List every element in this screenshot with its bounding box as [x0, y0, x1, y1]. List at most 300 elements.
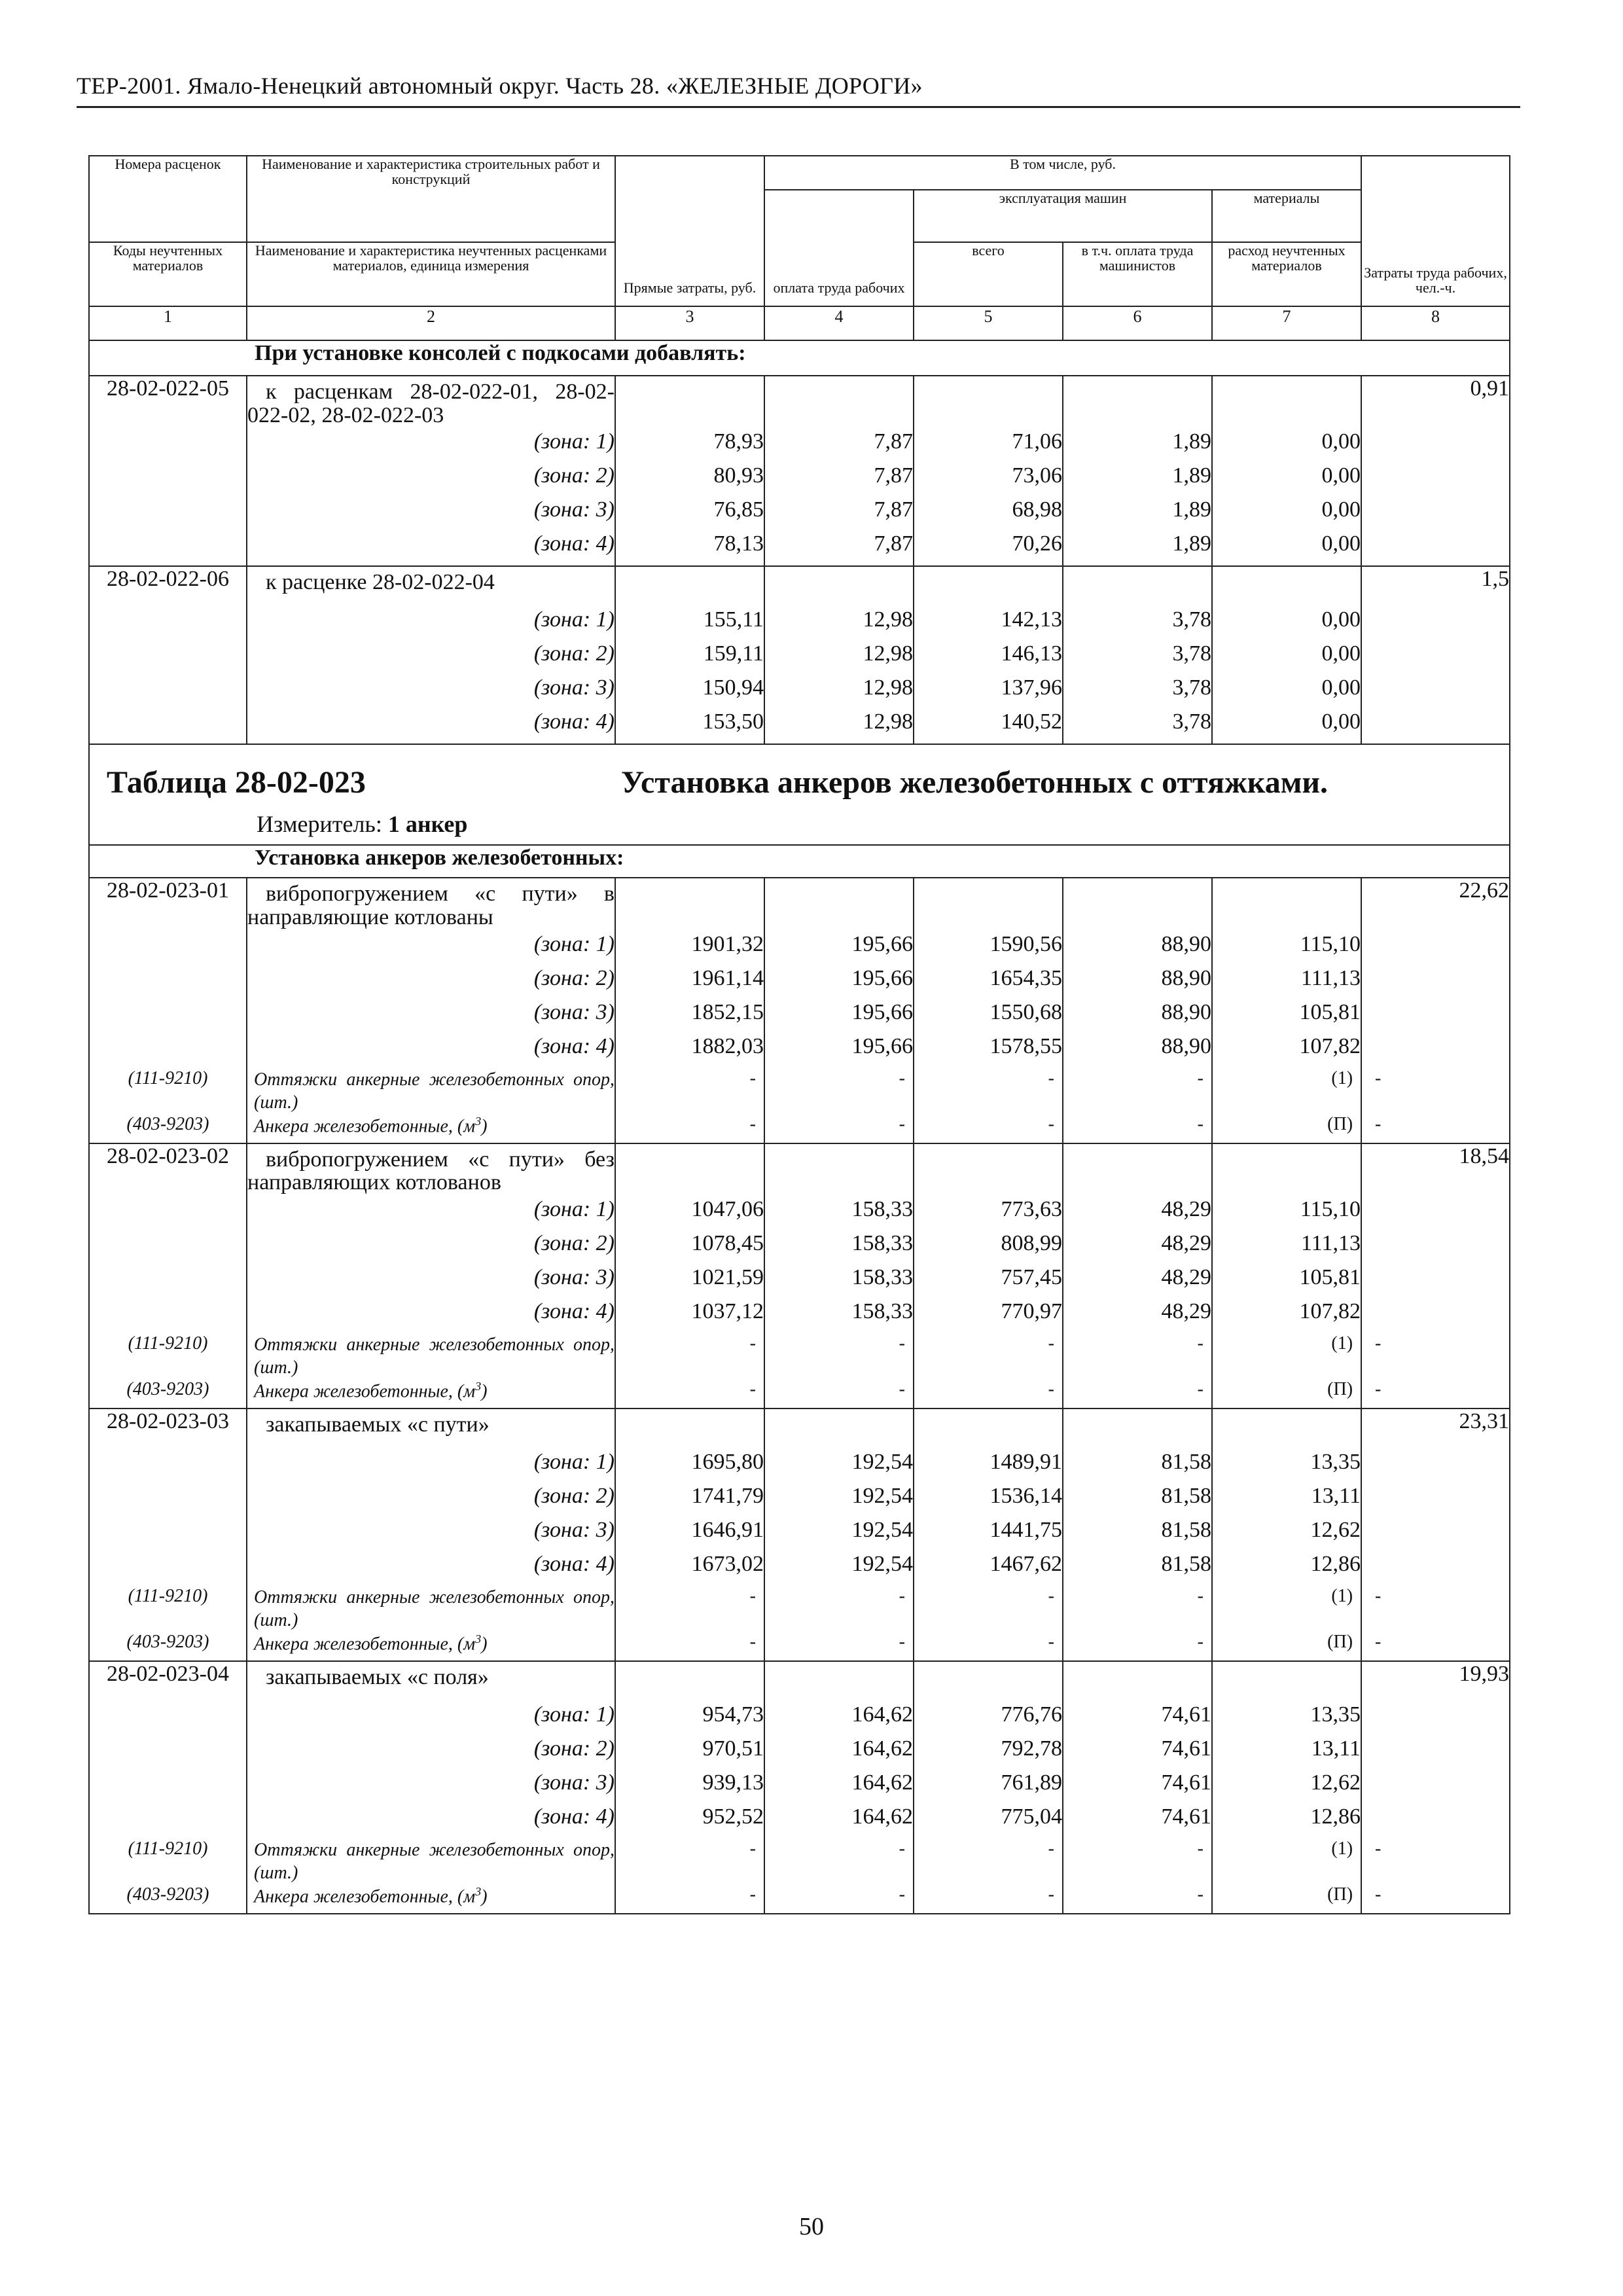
material-quantity: (1) — [1212, 1068, 1361, 1114]
material-row — [89, 1379, 1510, 1408]
material-dash: - — [1063, 1586, 1212, 1632]
zone-label: (зона: 1) — [247, 429, 615, 463]
empty-cell — [1361, 932, 1510, 966]
empty-cell — [89, 497, 247, 531]
empty-cell — [764, 1408, 914, 1450]
zone-value: 0,00 — [1212, 463, 1361, 497]
material-row — [89, 1114, 1510, 1143]
zone-row — [89, 675, 1510, 709]
zone-label: (зона: 2) — [247, 463, 615, 497]
col-num-8: 8 — [1361, 306, 1510, 340]
empty-cell — [1063, 1143, 1212, 1197]
zone-value: 7,87 — [764, 429, 914, 463]
labor-cost: 23,31 — [1361, 1408, 1510, 1450]
zone-value: 7,87 — [764, 531, 914, 566]
material-dash: - — [914, 1839, 1063, 1884]
empty-cell — [914, 566, 1063, 607]
zone-value: 12,86 — [1212, 1804, 1361, 1839]
empty-cell — [1361, 531, 1510, 566]
zone-value: 164,62 — [764, 1702, 914, 1736]
rate-code: 28-02-023-02 — [89, 1143, 247, 1197]
empty-cell — [615, 376, 764, 429]
zone-label: (зона: 3) — [247, 1265, 615, 1299]
rate-code: 28-02-023-03 — [89, 1408, 247, 1450]
empty-cell — [89, 1265, 247, 1299]
zone-value: 74,61 — [1063, 1702, 1212, 1736]
empty-cell — [1361, 429, 1510, 463]
zone-row — [89, 463, 1510, 497]
col7-header: расход неучтенных материалов — [1212, 242, 1361, 306]
table-title-block — [90, 745, 1509, 844]
zone-value: 111,13 — [1212, 1231, 1361, 1265]
empty-cell — [89, 1231, 247, 1265]
zone-value: 78,13 — [615, 531, 764, 566]
empty-cell — [914, 878, 1063, 931]
rates-table-wrap — [88, 155, 1509, 1914]
material-dash: - — [615, 1632, 764, 1661]
zone-row — [89, 1770, 1510, 1804]
zone-value: 1550,68 — [914, 1000, 1063, 1034]
material-dash: - — [764, 1068, 914, 1114]
zone-value: 3,78 — [1063, 607, 1212, 641]
zone-value: 70,26 — [914, 531, 1063, 566]
empty-cell — [89, 1197, 247, 1231]
zone-value: 0,00 — [1212, 641, 1361, 675]
labor-cost: 0,91 — [1361, 376, 1510, 429]
zone-value: 74,61 — [1063, 1770, 1212, 1804]
zone-value: 776,76 — [914, 1702, 1063, 1736]
empty-cell — [764, 878, 914, 931]
zone-value: 164,62 — [764, 1804, 914, 1839]
col-num-6: 6 — [1063, 306, 1212, 340]
rate-row — [89, 566, 1510, 607]
zone-label: (зона: 3) — [247, 1770, 615, 1804]
material-dash: - — [914, 1586, 1063, 1632]
col3-header: Прямые затраты, руб. — [615, 156, 764, 306]
material-dash: - — [615, 1586, 764, 1632]
zone-value: 115,10 — [1212, 932, 1361, 966]
material-name — [247, 1632, 615, 1661]
empty-cell — [89, 709, 247, 744]
material-quantity: (1) — [1212, 1586, 1361, 1632]
empty-cell — [1361, 1804, 1510, 1839]
rate-description: вибропогружением «с пути» в направляющие котлованы — [247, 878, 615, 931]
table-title-row — [89, 744, 1510, 845]
empty-cell — [89, 1702, 247, 1736]
material-dash: - — [1361, 1379, 1510, 1408]
zone-label: (зона: 4) — [247, 1804, 615, 1839]
zone-value: 0,00 — [1212, 607, 1361, 641]
material-quantity: (П) — [1212, 1632, 1361, 1661]
material-dash: - — [615, 1839, 764, 1884]
zone-row — [89, 709, 1510, 744]
empty-cell — [615, 1661, 764, 1702]
material-quantity: (1) — [1212, 1839, 1361, 1884]
empty-cell — [1212, 376, 1361, 429]
zone-value: 195,66 — [764, 1000, 914, 1034]
material-dash: - — [1361, 1839, 1510, 1884]
measure-value: 1 анкер — [387, 811, 468, 838]
zone-value: 80,93 — [615, 463, 764, 497]
material-dash: - — [1361, 1586, 1510, 1632]
col-num-7: 7 — [1212, 306, 1361, 340]
zone-value: 808,99 — [914, 1231, 1063, 1265]
empty-cell — [1361, 1265, 1510, 1299]
zone-value: 1078,45 — [615, 1231, 764, 1265]
material-dash: - — [1361, 1114, 1510, 1143]
zone-label: (зона: 3) — [247, 675, 615, 709]
zone-row — [89, 1552, 1510, 1586]
section-2-title: Установка анкеров железобетонных: — [255, 846, 624, 870]
col4-header: оплата труда рабочих — [764, 190, 914, 306]
empty-cell — [1361, 1736, 1510, 1770]
zone-value: 1536,14 — [914, 1484, 1063, 1518]
col-num-4: 4 — [764, 306, 914, 340]
empty-cell — [89, 1450, 247, 1484]
empty-cell — [1361, 1702, 1510, 1736]
empty-cell — [615, 878, 764, 931]
incl-header: В том числе, руб. — [764, 156, 1361, 190]
material-dash: - — [764, 1884, 914, 1914]
zone-value: 1489,91 — [914, 1450, 1063, 1484]
zone-value: 1646,91 — [615, 1518, 764, 1552]
rate-code: 28-02-022-05 — [89, 376, 247, 429]
section-1-title: При установке консолей с подкосами добавлять: — [255, 341, 746, 365]
material-dash: - — [764, 1632, 914, 1661]
zone-row — [89, 1299, 1510, 1333]
zone-value: 12,98 — [764, 641, 914, 675]
zone-value: 1,89 — [1063, 531, 1212, 566]
empty-cell — [89, 607, 247, 641]
zone-value: 970,51 — [615, 1736, 764, 1770]
empty-cell — [1361, 709, 1510, 744]
material-dash: - — [1063, 1632, 1212, 1661]
empty-cell — [1212, 1408, 1361, 1450]
zone-value: 1578,55 — [914, 1034, 1063, 1068]
zone-value: 76,85 — [615, 497, 764, 531]
empty-cell — [89, 1518, 247, 1552]
zone-label: (зона: 2) — [247, 966, 615, 1000]
zone-row — [89, 641, 1510, 675]
empty-cell — [89, 1000, 247, 1034]
empty-cell — [615, 1408, 764, 1450]
material-code: (111-9210) — [89, 1586, 247, 1632]
mat-header: материалы — [1212, 190, 1361, 242]
zone-value: 158,33 — [764, 1197, 914, 1231]
zone-label: (зона: 1) — [247, 932, 615, 966]
empty-cell — [1063, 566, 1212, 607]
rates-table — [88, 155, 1510, 1914]
material-dash: - — [764, 1379, 914, 1408]
material-name — [247, 1884, 615, 1914]
zone-label: (зона: 4) — [247, 531, 615, 566]
zone-label: (зона: 1) — [247, 1450, 615, 1484]
empty-cell — [89, 1552, 247, 1586]
zone-value: 3,78 — [1063, 709, 1212, 744]
material-code: (403-9203) — [89, 1884, 247, 1914]
section-2-cell — [89, 845, 1510, 878]
material-dash: - — [615, 1379, 764, 1408]
zone-value: 3,78 — [1063, 641, 1212, 675]
zone-label: (зона: 2) — [247, 1231, 615, 1265]
zone-value: 74,61 — [1063, 1804, 1212, 1839]
zone-value: 81,58 — [1063, 1484, 1212, 1518]
zone-value: 48,29 — [1063, 1197, 1212, 1231]
zone-value: 68,98 — [914, 497, 1063, 531]
material-name-text: Анкера железобетонные, (м — [254, 1116, 476, 1137]
empty-cell — [89, 1034, 247, 1068]
zone-value: 158,33 — [764, 1265, 914, 1299]
material-dash: - — [1063, 1839, 1212, 1884]
col8-header: Затраты труда рабочих, чел.-ч. — [1361, 156, 1510, 306]
material-name — [247, 1379, 615, 1408]
material-dash: - — [764, 1586, 914, 1632]
zone-label: (зона: 3) — [247, 1000, 615, 1034]
zone-value: 88,90 — [1063, 966, 1212, 1000]
zone-value: 48,29 — [1063, 1231, 1212, 1265]
rate-row — [89, 376, 1510, 429]
zone-value: 192,54 — [764, 1450, 914, 1484]
zone-value: 1,89 — [1063, 497, 1212, 531]
material-dash: - — [1361, 1068, 1510, 1114]
col5-header: всего — [914, 242, 1063, 306]
material-code: (403-9203) — [89, 1379, 247, 1408]
material-name: Оттяжки анкерные железобетонных опор, (шт.) — [247, 1333, 615, 1379]
material-row — [89, 1333, 1510, 1379]
empty-cell — [914, 1143, 1063, 1197]
zone-value: 13,35 — [1212, 1702, 1361, 1736]
zone-value: 115,10 — [1212, 1197, 1361, 1231]
empty-cell — [914, 1408, 1063, 1450]
material-name: Оттяжки анкерные железобетонных опор, (шт.) — [247, 1839, 615, 1884]
zone-value: 0,00 — [1212, 497, 1361, 531]
zone-label: (зона: 1) — [247, 1197, 615, 1231]
material-dash: - — [914, 1114, 1063, 1143]
zone-row — [89, 429, 1510, 463]
zone-value: 757,45 — [914, 1265, 1063, 1299]
page-header: ТЕР-2001. Ямало-Ненецкий автономный округ. Часть 28. «ЖЕЛЕЗНЫЕ ДОРОГИ» — [77, 73, 923, 99]
zone-value: 155,11 — [615, 607, 764, 641]
zone-row — [89, 1450, 1510, 1484]
material-dash: - — [1063, 1068, 1212, 1114]
empty-cell — [1212, 878, 1361, 931]
zone-value: 1590,56 — [914, 932, 1063, 966]
zone-value: 775,04 — [914, 1804, 1063, 1839]
section-1-row — [89, 340, 1510, 376]
measure-label: Измеритель: — [257, 811, 382, 838]
material-code: (403-9203) — [89, 1632, 247, 1661]
zone-value: 0,00 — [1212, 675, 1361, 709]
zone-value: 1441,75 — [914, 1518, 1063, 1552]
empty-cell — [89, 675, 247, 709]
empty-cell — [89, 932, 247, 966]
zone-row — [89, 932, 1510, 966]
material-row — [89, 1839, 1510, 1884]
zone-value: 146,13 — [914, 641, 1063, 675]
empty-cell — [1361, 497, 1510, 531]
labor-cost: 1,5 — [1361, 566, 1510, 607]
zone-label: (зона: 1) — [247, 1702, 615, 1736]
zone-value: 140,52 — [914, 709, 1063, 744]
material-dash: - — [615, 1068, 764, 1114]
zone-value: 105,81 — [1212, 1000, 1361, 1034]
zone-value: 88,90 — [1063, 1034, 1212, 1068]
zone-value: 1047,06 — [615, 1197, 764, 1231]
page-number: 50 — [799, 2213, 824, 2240]
rate-description: вибропогружением «с пути» без направляющих котлованов — [247, 1143, 615, 1197]
empty-cell — [615, 566, 764, 607]
zone-label: (зона: 3) — [247, 497, 615, 531]
zone-value: 3,78 — [1063, 675, 1212, 709]
empty-cell — [1063, 878, 1212, 931]
zone-value: 1741,79 — [615, 1484, 764, 1518]
rate-description: закапываемых «с пути» — [247, 1408, 615, 1450]
empty-cell — [764, 1143, 914, 1197]
zone-value: 1882,03 — [615, 1034, 764, 1068]
rate-code: 28-02-023-04 — [89, 1661, 247, 1702]
material-quantity: (1) — [1212, 1333, 1361, 1379]
table-number: Таблица 28-02-023 — [107, 765, 366, 800]
zone-value: 88,90 — [1063, 1000, 1212, 1034]
zone-value: 107,82 — [1212, 1034, 1361, 1068]
material-name-text: Анкера железобетонные, (м — [254, 1381, 476, 1402]
material-dash: - — [1361, 1333, 1510, 1379]
zone-value: 1,89 — [1063, 429, 1212, 463]
zone-value: 164,62 — [764, 1736, 914, 1770]
zone-value: 12,98 — [764, 709, 914, 744]
col-num-5: 5 — [914, 306, 1063, 340]
material-code: (111-9210) — [89, 1839, 247, 1884]
material-name-tail: ) — [481, 1634, 488, 1655]
material-dash: - — [914, 1333, 1063, 1379]
labor-cost: 18,54 — [1361, 1143, 1510, 1197]
zone-row — [89, 1484, 1510, 1518]
empty-cell — [764, 566, 914, 607]
zone-value: 12,86 — [1212, 1552, 1361, 1586]
zone-value: 48,29 — [1063, 1265, 1212, 1299]
material-dash: - — [914, 1632, 1063, 1661]
rate-row — [89, 1661, 1510, 1702]
material-dash: - — [1063, 1114, 1212, 1143]
zone-value: 164,62 — [764, 1770, 914, 1804]
rate-code: 28-02-022-06 — [89, 566, 247, 607]
zone-row — [89, 497, 1510, 531]
zone-row — [89, 531, 1510, 566]
zone-value: 88,90 — [1063, 932, 1212, 966]
zone-value: 13,11 — [1212, 1736, 1361, 1770]
zone-label: (зона: 2) — [247, 1484, 615, 1518]
empty-cell — [1361, 1231, 1510, 1265]
empty-cell — [1361, 1299, 1510, 1333]
material-dash: - — [615, 1114, 764, 1143]
material-name-tail: ) — [481, 1116, 488, 1137]
empty-cell — [1361, 641, 1510, 675]
material-name: Оттяжки анкерные железобетонных опор, (шт.) — [247, 1068, 615, 1114]
empty-cell — [914, 1661, 1063, 1702]
empty-cell — [1063, 376, 1212, 429]
zone-value: 0,00 — [1212, 531, 1361, 566]
zone-value: 12,62 — [1212, 1770, 1361, 1804]
zone-value: 192,54 — [764, 1484, 914, 1518]
zone-row — [89, 1736, 1510, 1770]
header-rule — [77, 106, 1520, 108]
zone-value: 12,62 — [1212, 1518, 1361, 1552]
zone-value: 1695,80 — [615, 1450, 764, 1484]
zone-label: (зона: 4) — [247, 1552, 615, 1586]
material-quantity: (П) — [1212, 1884, 1361, 1914]
empty-cell — [1361, 1518, 1510, 1552]
material-dash: - — [1063, 1884, 1212, 1914]
empty-cell — [89, 1736, 247, 1770]
zone-row — [89, 1265, 1510, 1299]
zone-value: 192,54 — [764, 1518, 914, 1552]
section-2-row — [89, 845, 1510, 878]
zone-value: 1467,62 — [914, 1552, 1063, 1586]
zone-value: 7,87 — [764, 463, 914, 497]
empty-cell — [1361, 607, 1510, 641]
empty-cell — [89, 1299, 247, 1333]
labor-cost: 22,62 — [1361, 878, 1510, 931]
empty-cell — [89, 1484, 247, 1518]
zone-value: 1021,59 — [615, 1265, 764, 1299]
material-dash: - — [1361, 1632, 1510, 1661]
material-code: (111-9210) — [89, 1333, 247, 1379]
zone-row — [89, 1702, 1510, 1736]
col2-header-top: Наименование и характеристика строительных работ и конструкций — [247, 156, 615, 242]
col-num-2: 2 — [247, 306, 615, 340]
zone-value: 954,73 — [615, 1702, 764, 1736]
material-row — [89, 1586, 1510, 1632]
zone-value: 105,81 — [1212, 1265, 1361, 1299]
zone-value: 1852,15 — [615, 1000, 764, 1034]
rate-row — [89, 878, 1510, 931]
zone-value: 1901,32 — [615, 932, 764, 966]
material-dash: - — [764, 1839, 914, 1884]
zone-value: 1673,02 — [615, 1552, 764, 1586]
material-row — [89, 1884, 1510, 1914]
zone-value: 74,61 — [1063, 1736, 1212, 1770]
zone-value: 939,13 — [615, 1770, 764, 1804]
material-name-text: Анкера железобетонные, (м — [254, 1886, 476, 1907]
material-code: (111-9210) — [89, 1068, 247, 1114]
material-dash: - — [914, 1068, 1063, 1114]
zone-value: 150,94 — [615, 675, 764, 709]
col-num-3: 3 — [615, 306, 764, 340]
material-unit-power: 3 — [475, 1380, 482, 1393]
material-name-tail: ) — [481, 1381, 488, 1402]
material-name — [247, 1114, 615, 1143]
empty-cell — [89, 429, 247, 463]
zone-label: (зона: 1) — [247, 607, 615, 641]
zone-value: 12,98 — [764, 675, 914, 709]
zone-value: 0,00 — [1212, 709, 1361, 744]
zone-value: 71,06 — [914, 429, 1063, 463]
material-quantity: (П) — [1212, 1379, 1361, 1408]
zone-label: (зона: 3) — [247, 1518, 615, 1552]
zone-value: 73,06 — [914, 463, 1063, 497]
material-dash: - — [1063, 1333, 1212, 1379]
zone-value: 761,89 — [914, 1770, 1063, 1804]
empty-cell — [1212, 566, 1361, 607]
zone-value: 81,58 — [1063, 1552, 1212, 1586]
zone-value: 792,78 — [914, 1736, 1063, 1770]
zone-value: 137,96 — [914, 675, 1063, 709]
zone-value: 12,98 — [764, 607, 914, 641]
empty-cell — [1361, 1770, 1510, 1804]
rate-description: к расценкам 28-02-022-01, 28-02-022-02, 28-02-022-03 — [247, 376, 615, 429]
table-title-cell — [89, 744, 1510, 845]
material-row — [89, 1632, 1510, 1661]
